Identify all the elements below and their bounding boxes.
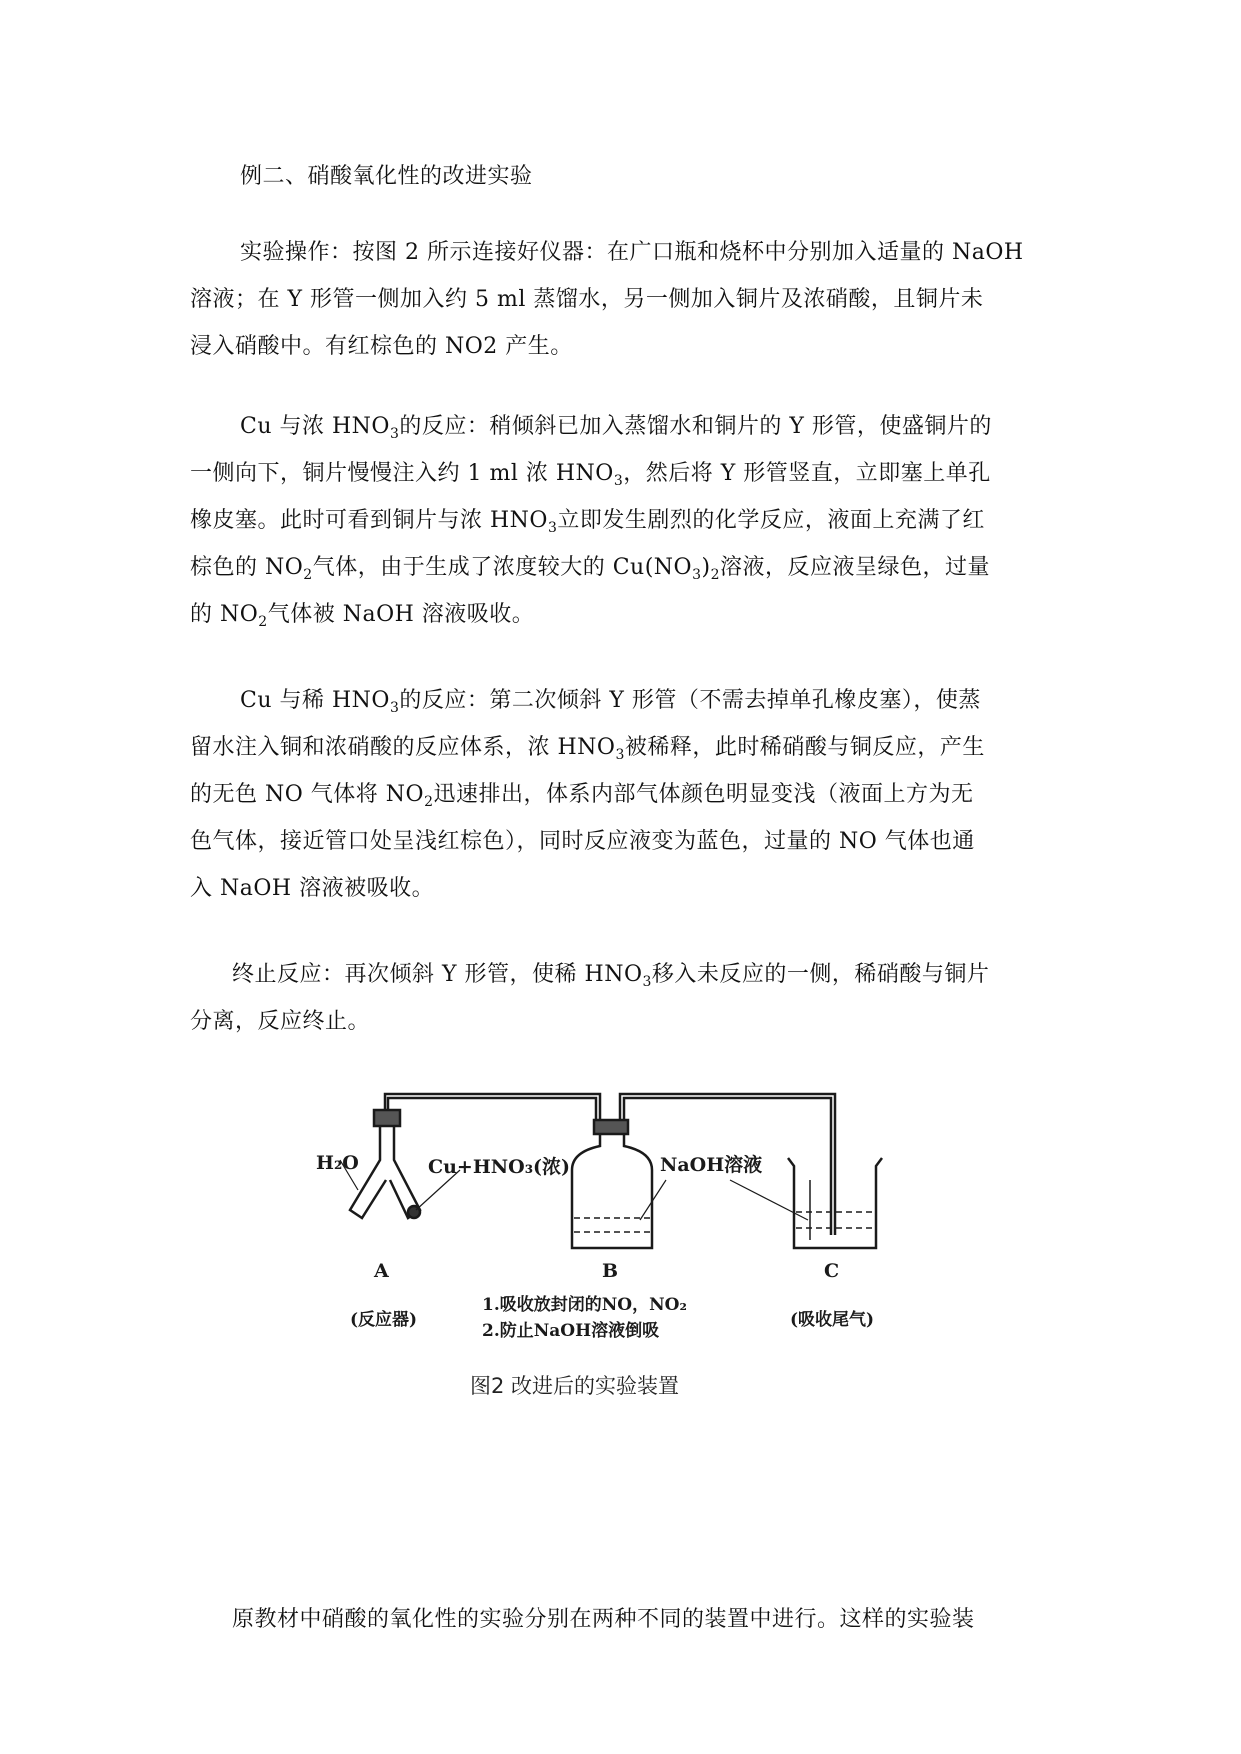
paragraph-line: 的无色 NO 气体将 $NO_2$迅速排出，体系内部气体颜色明显变浅（液面上方为无: [190, 782, 974, 810]
note-b-line1: 1.吸收放封闭的NO，NO₂: [482, 1295, 687, 1315]
paragraph-line: 实验操作：按图 2 所示连接好仪器：在广口瓶和烧杯中分别加入适量的 NaOH: [240, 240, 1024, 265]
paragraph-line: 橡皮塞。此时可看到铜片与浓 $HNO_3$立即发生剧烈的化学反应，液面上充满了红: [190, 508, 985, 536]
paragraph-line: 的 $NO_2$气体被 NaOH 溶液吸收。: [190, 602, 535, 630]
paragraph-line: 浸入硝酸中。有红棕色的 NO2 产生。: [190, 334, 573, 359]
paragraph-line: 终止反应：再次倾斜 Y 形管，使稀 $HNO_3$移入未反应的一侧，稀硝酸与铜片: [232, 962, 990, 990]
label-a: A: [374, 1260, 389, 1282]
apparatus-figure: [310, 1080, 910, 1410]
paragraph-line: Cu 与浓 $HNO_3$的反应：稍倾斜已加入蒸馏水和铜片的 Y 形管，使盛铜片的: [240, 414, 992, 442]
note-a: (反应器): [350, 1310, 418, 1330]
paragraph-line: 棕色的 $NO_2$气体，由于生成了浓度较大的 $Cu(NO_3)_2$溶液，反应液呈绿色，过量: [190, 555, 991, 583]
paragraph-line: 原教材中硝酸的氧化性的实验分别在两种不同的装置中进行。这样的实验装: [232, 1607, 975, 1632]
label-naoh-solution: NaOH溶液: [660, 1154, 763, 1176]
label-cu-hno3: Cu+HNO₃(浓): [428, 1156, 571, 1178]
figure-caption: 图2 改进后的实验装置: [470, 1374, 680, 1398]
paragraph-line: Cu 与稀 $HNO_3$的反应：第二次倾斜 Y 形管（不需去掉单孔橡皮塞），使蒸: [240, 688, 981, 716]
paragraph-line: 留水注入铜和浓硝酸的反应体系，浓 $HNO_3$被稀释，此时稀硝酸与铜反应，产生: [190, 735, 985, 763]
section-heading: 例二、硝酸氧化性的改进实验: [240, 164, 533, 189]
paragraph-line: 溶液；在 Y 形管一侧加入约 5 ml 蒸馏水，另一侧加入铜片及浓硝酸，且铜片未: [190, 287, 984, 312]
paragraph-line: 一侧向下，铜片慢慢注入约 1 ml 浓 $HNO_3$，然后将 Y 形管竖直，立即塞上单孔: [190, 461, 991, 489]
paragraph-line: 入 NaOH 溶液被吸收。: [190, 876, 435, 901]
note-b-line2: 2.防止NaOH溶液倒吸: [482, 1321, 660, 1341]
paragraph-line: 分离，反应终止。: [190, 1009, 371, 1034]
label-c: C: [824, 1260, 840, 1282]
paragraph-line: 色气体，接近管口处呈浅红棕色），同时反应液变为蓝色，过量的 NO 气体也通: [190, 829, 975, 854]
apparatus-drawing: [310, 1080, 910, 1410]
label-b: B: [602, 1260, 619, 1282]
note-c: (吸收尾气): [790, 1310, 875, 1330]
label-h2o: H₂O: [316, 1152, 359, 1174]
